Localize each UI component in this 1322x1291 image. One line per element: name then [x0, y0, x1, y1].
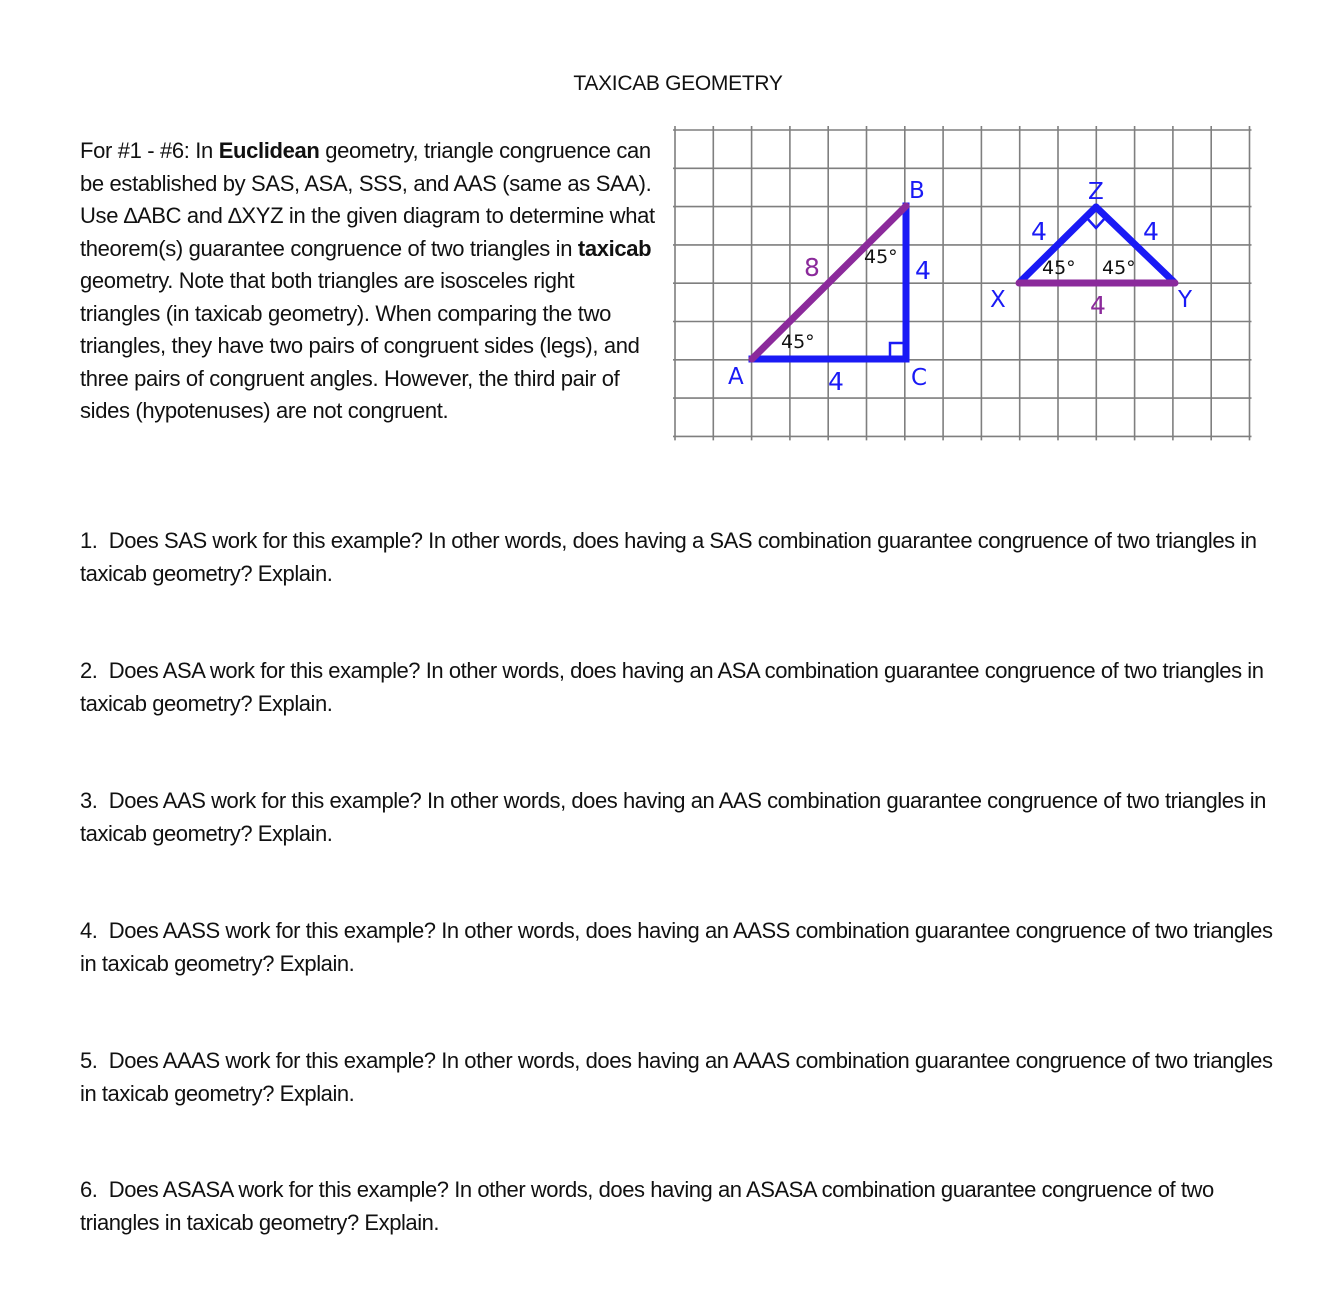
taxicab-diagram [0, 0, 1322, 460]
right-angle-marker-c [890, 343, 904, 357]
length-label-ac: 4 [828, 367, 844, 396]
intro-middle: geometry, triangle congruence can be established by SAS, ASA, SSS, and AAS (same as SAA). Use ∆ABC and ∆XYZ in the given diagram to determine what theorem(s) guarantee congruence of two triangles in [80, 138, 655, 261]
question-text: Does AAS work for this example? In other words, does having an AAS combination guarantee congruence of two triangles in taxicab geometry? Explain. [80, 788, 1266, 846]
question-text: Does SAS work for this example? In other words, does having a SAS combination guarantee congruence of two triangles in taxicab geometry? Explain. [80, 528, 1257, 586]
vertex-label-x: X [990, 287, 1006, 313]
angle-label-b: 45° [864, 246, 898, 268]
vertex-label-a: A [728, 364, 744, 390]
vertex-label-c: C [911, 365, 928, 391]
triangle-abc [728, 178, 931, 396]
length-label-ab: 8 [804, 253, 820, 282]
vertex-label-z: Z [1088, 179, 1104, 205]
question-text: Does AASS work for this example? In other words, does having an AASS combination guarantee congruence of two triangles in taxicab geometry? Explain. [80, 918, 1273, 976]
question-number: 4. [80, 918, 98, 943]
intro-suffix: geometry. Note that both triangles are isosceles right triangles (in taxicab geometry). When comparing the two triangles, they have two pairs of congruent sides (legs), and three pairs of congruent angles. However, the third pair of sides (hypotenuses) are not congruent. [80, 268, 640, 423]
intro-bold-euclidean: Euclidean [218, 138, 320, 163]
intro-bold-taxicab: taxicab [577, 235, 652, 261]
length-label-xy: 4 [1090, 291, 1106, 320]
question-number: 3. [80, 788, 98, 813]
angle-label-x: 45° [1042, 257, 1076, 279]
question-2 [80, 655, 1280, 720]
question-3 [80, 785, 1280, 850]
question-5 [80, 1045, 1280, 1110]
question-number: 6. [80, 1177, 98, 1202]
question-text: Does AAAS work for this example? In other words, does having an AAAS combination guarantee congruence of two triangles in taxicab geometry? Explain. [80, 1048, 1273, 1106]
angle-label-a: 45° [781, 331, 815, 353]
question-1 [80, 525, 1280, 590]
question-text: Does ASASA work for this example? In other words, does having an ASASA combination guarantee congruence of two triangles in taxicab geometry? Explain. [80, 1177, 1214, 1235]
question-4 [80, 915, 1280, 980]
question-number: 2. [80, 658, 98, 683]
angle-label-y: 45° [1102, 257, 1136, 279]
question-number: 5. [80, 1048, 98, 1073]
question-text: Does ASA work for this example? In other words, does having an ASA combination guarantee congruence of two triangles in taxicab geometry? Explain. [80, 658, 1264, 716]
length-label-yz: 4 [1143, 217, 1159, 246]
intro-prefix: For #1 - #6: In [80, 138, 219, 163]
question-6 [80, 1174, 1280, 1239]
question-number: 1. [80, 528, 98, 553]
page-title: TAXICAB GEOMETRY [573, 72, 783, 95]
length-label-bc: 4 [915, 256, 931, 285]
length-label-xz: 4 [1031, 217, 1047, 246]
vertex-label-y: Y [1178, 287, 1193, 313]
vertex-label-b: B [909, 178, 925, 204]
